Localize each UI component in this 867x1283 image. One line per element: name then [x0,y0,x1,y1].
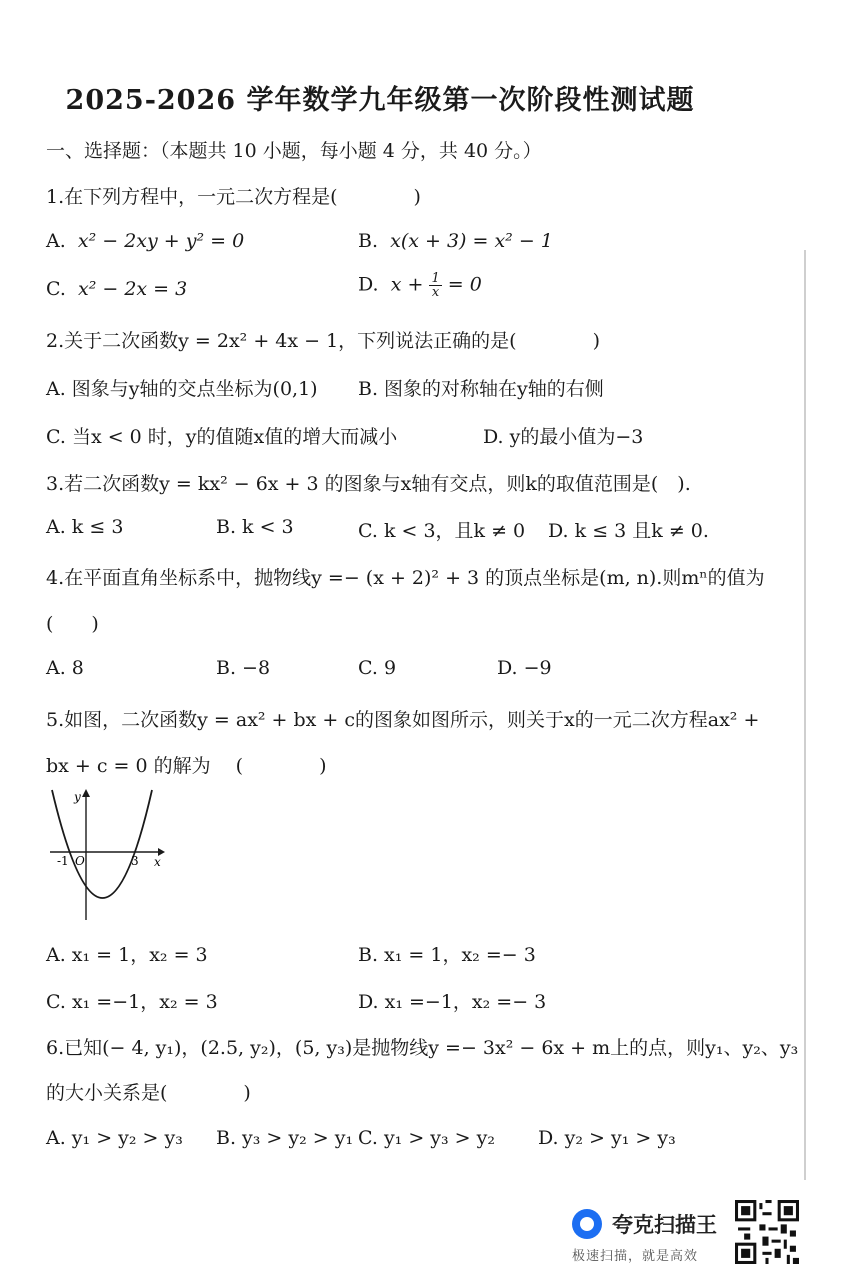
question-5-option-d: D. x₁ =−1，x₂ =− 3 [358,991,547,1013]
scanner-watermark [572,1203,732,1267]
fraction-numerator: 1 [431,271,440,286]
quark-logo-icon [572,1209,602,1239]
question-3-option-d: D. k ≤ 3 且k ≠ 0. [548,520,709,542]
question-6-option-c: C. y₁ > y₃ > y₂ [358,1127,495,1149]
question-5-option-c: C. x₁ =−1，x₂ = 3 [46,991,218,1013]
question-4-stem: 4.在平面直角坐标系中，抛物线y =− (x + 2)² + 3 的顶点坐标是(m, n).则mⁿ的值为 [46,567,765,589]
option-text: x² − 2x = 3 [78,278,188,300]
origin-label: O [75,854,85,868]
question-3-option-a: A. k ≤ 3 [46,516,124,538]
question-1-option-d [358,272,482,299]
question-6-stem-line2: 的大小关系是( ) [46,1082,251,1104]
question-5-stem-line1: 5.如图，二次函数y = ax² + bx + c的图象如图所示，则关于x的一元二次方程ax² + [46,709,760,731]
watermark-name: 夸克扫描王 [612,1213,717,1237]
question-1-option-a [46,230,244,252]
question-5-stem-line2: bx + c = 0 的解为 ( ) [46,755,327,777]
question-1-option-b [358,230,553,252]
x-axis-label: x [154,855,161,869]
question-4-option-d: D. −9 [497,657,552,679]
question-1-stem: 1.在下列方程中，一元二次方程是( ) [46,186,421,208]
option-label: A. [46,230,66,252]
tick-label-right: 3 [131,854,139,868]
option-text-prefix: x + [390,273,424,296]
question-2-option-d: D. y的最小值为−3 [483,426,644,448]
question-2-stem: 2.关于二次函数y = 2x² + 4x − 1，下列说法正确的是( ) [46,330,600,352]
option-text: x² − 2xy + y² = 0 [77,230,245,252]
option-label: B. [358,230,379,252]
qr-code-icon [735,1200,799,1264]
question-4-paren: ( ) [46,613,99,635]
parabola-curve [52,790,152,898]
watermark-slogan: 极速扫描，就是高效 [572,1249,699,1264]
question-2-option-c: C. 当x < 0 时，y的值随x值的增大而减小 [46,426,398,448]
option-text: x(x + 3) = x² − 1 [390,230,553,252]
question-5-option-b: B. x₁ = 1，x₂ =− 3 [358,944,536,966]
section-heading: 一、选择题：（本题共 10 小题，每小题 4 分，共 40 分。） [46,140,542,162]
question-3-option-b: B. k < 3 [216,516,294,538]
question-6-option-d: D. y₂ > y₁ > y₃ [538,1127,676,1149]
question-6-option-b: B. y₃ > y₂ > y₁ [216,1127,354,1149]
question-3-stem: 3.若二次函数y = kx² − 6x + 3 的图象与x轴有交点，则k的取值范围是( ). [46,473,691,495]
question-4-option-b: B. −8 [216,657,271,679]
option-label: C. [46,278,66,300]
question-6-option-a: A. y₁ > y₂ > y₃ [46,1127,183,1149]
question-4-option-c: C. 9 [358,657,397,679]
fraction [429,272,441,299]
page-edge-shadow [804,250,806,1180]
question-5-option-a: A. x₁ = 1，x₂ = 3 [46,944,208,966]
y-axis-arrow [82,789,90,797]
page-title: 2025-2026 学年数学九年级第一次阶段性测试题 [65,85,695,116]
question-1-option-c [46,278,187,300]
question-2-option-b: B. 图象的对称轴在y轴的右侧 [358,378,604,400]
option-label: D. [358,273,379,296]
question-6-stem-line1: 6.已知(− 4, y₁)，(2.5, y₂)，(5, y₃)是抛物线y =− 3x² − 6x + m上的点，则y₁、y₂、y₃ [46,1037,799,1059]
question-2-option-a: A. 图象与y轴的交点坐标为(0,1) [46,378,318,400]
question-4-option-a: A. 8 [46,657,84,679]
parabola-graph [46,786,166,926]
fraction-denominator: x [431,285,440,300]
y-axis-label: y [74,790,81,804]
question-3-option-c: C. k < 3，且k ≠ 0 [358,520,526,542]
tick-label-left: -1 [57,854,69,868]
option-text-suffix: = 0 [447,273,482,296]
